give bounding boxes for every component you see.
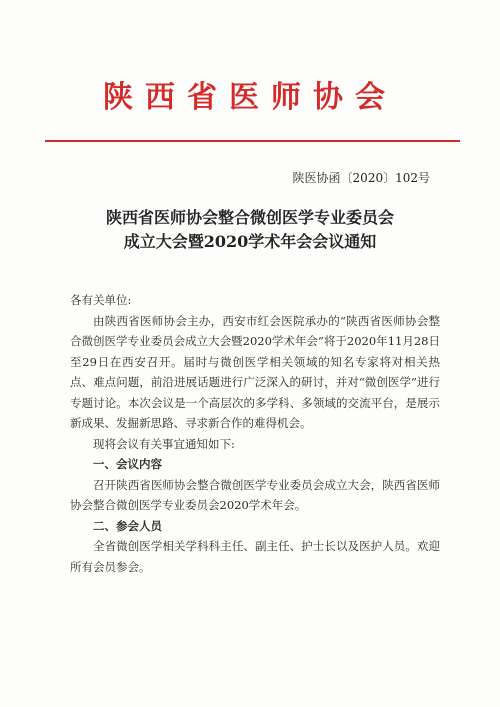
section-text-meeting-content: 召开陕西省医师协会整合微创医学专业委员会成立大会，陕西省医师协会整合微创医学专业委员会2020学术年会。 <box>70 477 440 512</box>
section-heading-attendees: 二、参会人员 <box>93 518 162 533</box>
document-title-line-1: 陕西省医师协会整合微创医学专业委员会 <box>105 208 394 227</box>
body-paragraph-intro: 由陕西省医师协会主办，西安市红会医院承办的“陕西省医师协会整合微创医学专业委员会成立大会暨2020学术年会”将于2020年11月28日至29日在西安召开。届时与微创医学相关领域的知名专家将对相关热点、难点问题，前沿进展话题进行广泛深入的研讨，并对“微创医学”进行专题讨论。本次会议是一个高层次的多学科、多领域的交流平台，是展示新成果、发掘新思路、寻求新合作的难得机会。 <box>70 313 440 430</box>
section-heading-meeting-content: 一、会议内容 <box>93 457 162 471</box>
section-text-attendees: 全省微创医学相关学科科主任、副主任、护士长以及医护人员。欢迎所有会员参会。 <box>70 539 440 574</box>
document-number: 陕医协函〔2020〕102号 <box>292 171 430 185</box>
document-body <box>70 290 440 577</box>
letterhead-red-rule <box>45 140 460 142</box>
letterhead-org-name: 陕西省医师协会 <box>103 80 397 115</box>
document-title-line-2: 成立大会暨2020学术年会会议通知 <box>123 232 377 251</box>
body-paragraph-notice: 现将会议有关事宜通知如下: <box>93 436 235 451</box>
document-title <box>40 206 460 254</box>
salutation: 各有关单位: <box>70 293 132 307</box>
